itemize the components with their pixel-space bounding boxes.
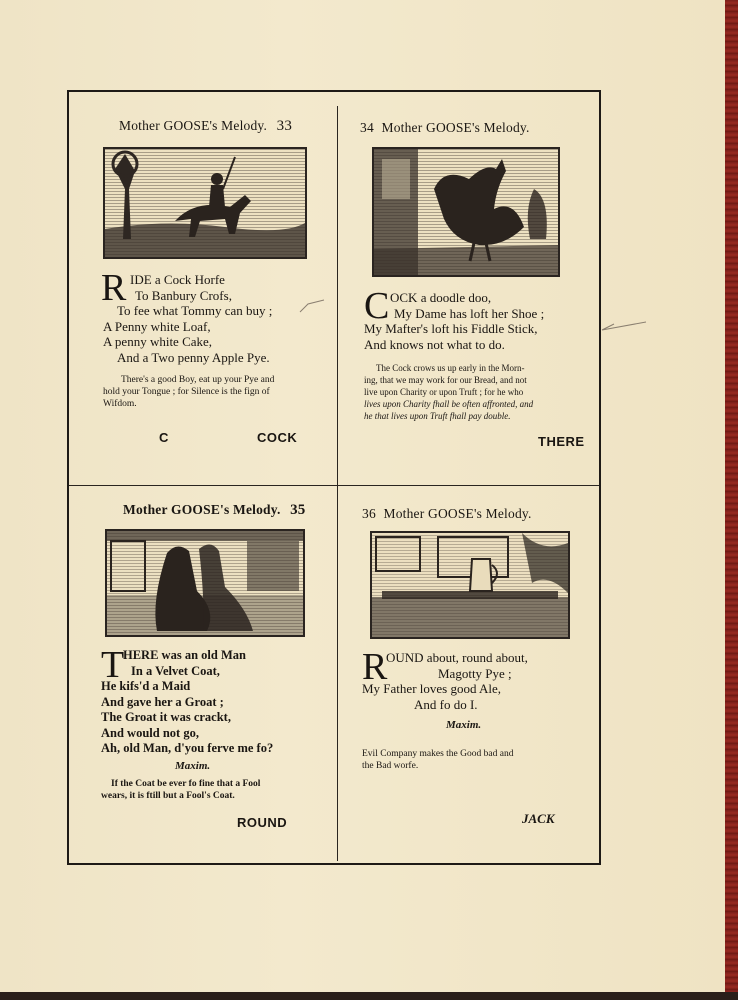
rhyme-verse [101,267,273,365]
page-34 [342,92,597,482]
maxim-heading: Maxim. [446,719,482,731]
vertical-divider [337,106,338,861]
page-header [360,120,530,136]
running-title: Mother GOOSE's Melody. [123,502,281,517]
drop-cap: R [101,267,127,309]
verse-line: My Dame has loft her Shoe ; [394,305,545,321]
verse-line: In a Velvet Coat, [131,663,220,678]
moral-text [362,748,513,772]
page-bottom-edge [0,992,738,1000]
moral-line: Wifdom. [103,399,137,409]
moral-text [101,778,260,802]
verse-line: To Banbury Crofs, [135,287,232,303]
facsimile-frame [67,90,601,865]
verse-line: And fo do I. [414,696,478,712]
running-title: Mother GOOSE's Melody. [383,506,532,521]
moral-text [103,374,274,410]
moral-line: live upon Charity or upon Truft ; for he who [364,387,524,397]
woodcut-couple [105,529,305,637]
drop-cap: R [362,646,388,688]
verse-line: OCK a doodle doo, [390,290,492,305]
running-title: Mother GOOSE's Melody. [381,120,530,135]
maxim-heading: Maxim. [175,760,211,772]
moral-line: lives upon Charity fhall be often affronted, and [364,399,534,409]
book-spine-edge [725,0,738,1000]
moral-line: the Bad worfe. [362,761,419,771]
horizontal-divider [69,485,599,486]
verse-line: IDE a Cock Horfe [130,272,225,287]
verse-line: He kifs'd a Maid [101,679,191,693]
page-35 [79,488,334,858]
page-33 [79,92,334,482]
moral-line: The Cock crows us up early in the Morn- [376,363,525,373]
signature-mark: C [159,430,169,445]
page-number: 33 [276,118,293,134]
verse-line: And a Two penny Apple Pye. [117,349,270,365]
page-number: 35 [290,502,306,518]
verse-line: My Mafter's loft his Fiddle Stick, [364,321,538,336]
verse-line: The Groat it was crackt, [101,710,231,724]
catchword: JACK [522,811,555,826]
running-title: Mother GOOSE's Melody. [119,118,268,133]
moral-line: There's a good Boy, eat up your Pye and [121,375,275,385]
verse-line: Magotty Pye ; [438,665,512,681]
page-header [362,506,532,522]
moral-line: ing, that we may work for our Bread, and not [364,375,527,385]
woodcut-horse-rider [103,147,307,259]
page-number: 34 [360,120,374,135]
catchword: ROUND [237,815,288,830]
moral-line: he that lives upon Truft fhall pay double. [364,411,511,421]
drop-cap: T [101,644,125,686]
page-header [123,502,306,519]
verse-line: And would not go, [101,725,199,740]
moral-text [364,362,533,422]
woodcut-ale-jug [370,531,570,639]
page-number: 36 [362,506,376,521]
moral-line: Evil Company makes the Good bad and [362,749,514,759]
catchword: THERE [538,434,585,449]
verse-line: To fee what Tommy can buy ; [117,303,273,318]
moral-line: wears, it is ftill but a Fool's Coat. [101,791,235,801]
woodcut-rooster [372,147,560,277]
verse-line: Ah, old Man, d'you ferve me fo? [101,741,274,755]
pencil-tick-mark [298,298,328,318]
verse-line: A penny white Cake, [103,334,213,349]
rhyme-verse [362,646,528,712]
drop-cap: C [364,285,390,327]
verse-line: And knows not what to do. [364,336,505,352]
moral-line: If the Coat be ever fo fine that a Fool [111,779,261,789]
page-header [119,118,292,135]
verse-line: HERE was an old Man [123,648,246,662]
verse-line: OUND about, round about, [386,650,528,665]
rhyme-verse [101,644,274,757]
verse-line: A Penny white Loaf, [103,318,211,334]
page-36 [342,488,597,858]
moral-line: hold your Tongue ; for Silence is the fign of [103,387,270,397]
pencil-arrow-mark [600,318,650,334]
verse-line: My Father loves good Ale, [362,681,502,696]
verse-line: And gave her a Groat ; [101,694,224,709]
rhyme-verse [364,285,545,352]
catchword: COCK [257,430,298,445]
